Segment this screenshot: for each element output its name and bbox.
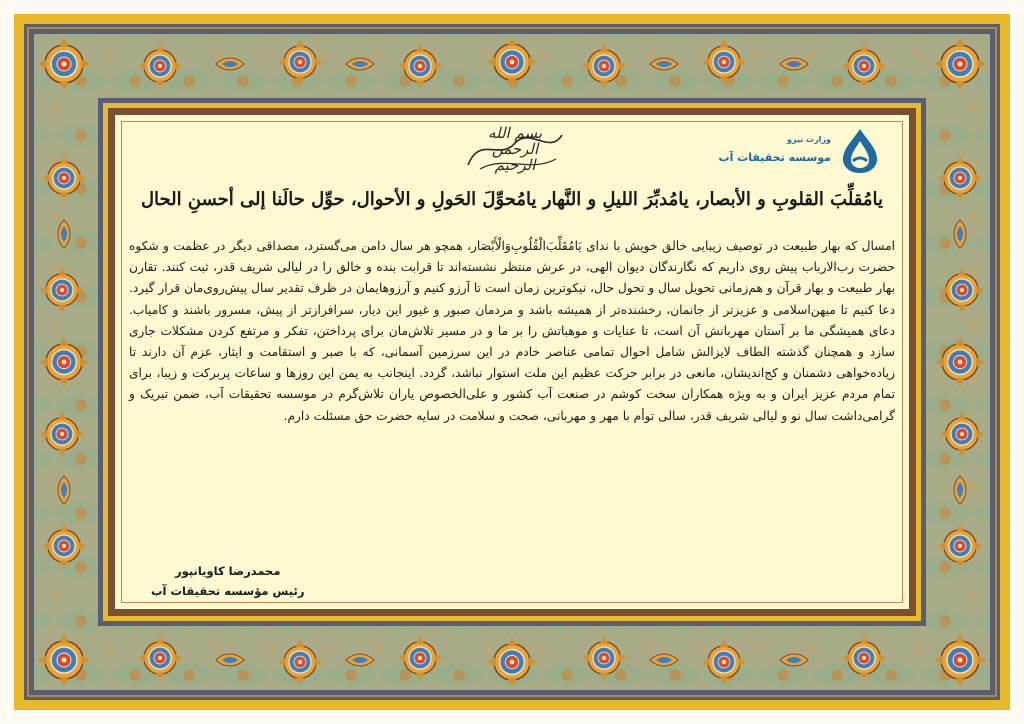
logo-ministry-text: وزارت نیرو <box>787 135 831 144</box>
letter-panel <box>112 112 912 612</box>
signature-title: رئیس مؤسسه تحقیقات آب <box>151 584 305 598</box>
water-drop-icon <box>839 127 881 175</box>
organization-logo <box>701 123 881 183</box>
nowruz-prayer: یامُقلِّبَ القلوبِ و الأبصار، یامُدبِّرَ اللیلِ و النَّهار یامُحوِّلَ الحَولِ و الأحوال، حوِّل حالَنا إلی أحسنِ الحال <box>140 189 884 210</box>
letter-body: امسال که بهار طبیعت در توصیف زیبایی خالق خویش با ندای یَامُقَلِّبَ‌الْقُلُوبِ‌وَالْأَبْصَار، همچو هر سال دامن می‌گسترد، مصداقی دیگر در عظمت و شکوه حضرت رب‌الارباب پیش روی داریم که نگارندگان دیوان الهی، در عرش منتظر نشسته‌اند تا قرابت بنده و خالق را در لیالی شریف قدر، ثبت کنند. تقارن بهار طبیعت و بهار قرآن و هم‌زمانی تحویل سال و تحول حال، نیکوترین زمان است تا آرزو کنیم و آرزوهایمان در ظرف تقدیر سال پیش‌روی‌مان قرار گیرد. دعا کنیم تا میهن‌اسلامی و عزیزتر از جانمان، رخشنده‌تر از همیشه باشد و مردمان صبور و غیور این دیار، سرافرازتر از پیش، مسرور باشند و کامیاب. دعای همیشگی ما بر آستان مهربانش آن است، تا عنایات و موهباتش را بر ما و در مسیر تلاش‌مان برای پرداختن، تفکر و مرتفع کردن مشکلات جاری سازد و همچنان گذشته الطاف لایزالش شامل احوال تمامی عناصر خادم در این سرزمین آسمانی، که با صبر و استقامت و ایثار، عزم آن دارند تا زیاده‌خواهی دشمنان و کج‌اندیشان، مانعی در برابر حرکت عظیم این ملت استوار نباشد، گردد. اینجانب به یمن این روزها و ساعات پربرکت و زیبا، برای تمام مردم عزیز ایران و به ویژه همکاران سخت کوشم در صنعت آب کشور و علی‌الخصوص یاران تلاش‌گرم در موسسه تحقیقات آب، ضمن تبریک و گرامی‌داشت سال نو و لیالی شریف قدر، سالی توأم با مهر و مهربانی، صحت و سلامت در سایه حضرت حق مسئلت دارم. <box>129 239 895 423</box>
signature-name: محمدرضا کاویانپور <box>175 564 281 578</box>
logo-organization-text: موسسه تحقیقات آب <box>718 151 831 164</box>
basmala-calligraphy: بسم الله الرحمن الرحیم <box>487 124 543 174</box>
signature-block <box>151 561 304 601</box>
